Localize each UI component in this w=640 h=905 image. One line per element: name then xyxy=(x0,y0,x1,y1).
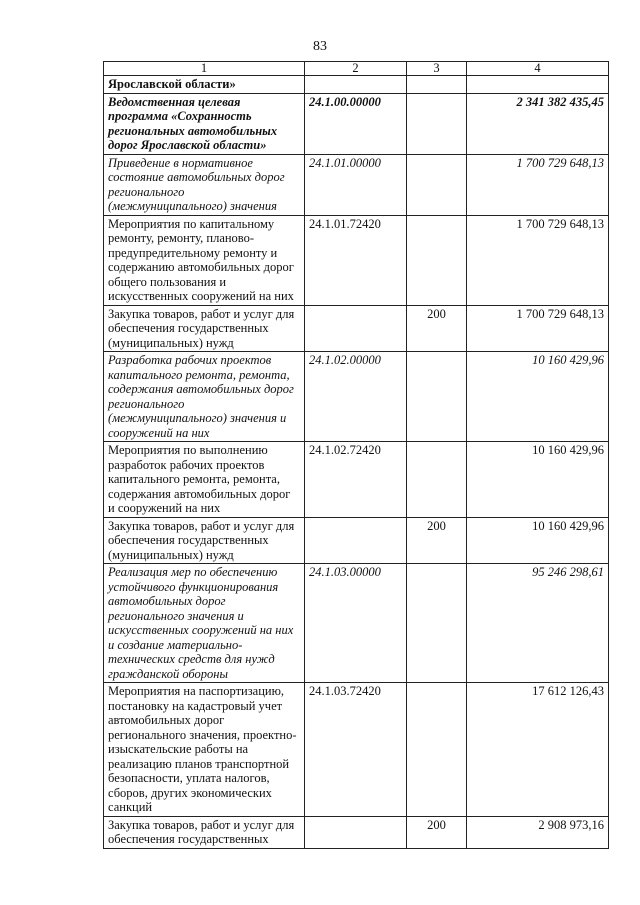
cell-expense-type xyxy=(407,442,467,518)
cell-amount: 10 160 429,96 xyxy=(467,352,609,442)
cell-amount: 10 160 429,96 xyxy=(467,442,609,518)
table-row xyxy=(104,352,609,442)
table-row xyxy=(104,683,609,817)
cell-code: 24.1.02.72420 xyxy=(305,442,407,518)
column-header-type: 3 xyxy=(407,62,467,76)
cell-expense-type: 200 xyxy=(407,305,467,352)
cell-expense-type xyxy=(407,352,467,442)
cell-name: Ведомственная целевая программа «Сохранность региональных автомобильных дорог Ярославской области» xyxy=(104,93,305,154)
cell-amount: 1 700 729 648,13 xyxy=(467,154,609,215)
cell-name: Мероприятия по выполнению разработок рабочих проектов капитального ремонта, ремонта, содержания автомобильных дорог и сооружений на них xyxy=(104,442,305,518)
cell-amount: 1 700 729 648,13 xyxy=(467,305,609,352)
column-header-code: 2 xyxy=(305,62,407,76)
table-body xyxy=(104,62,609,849)
cell-name: Закупка товаров, работ и услуг для обеспечения государственных xyxy=(104,816,305,848)
cell-amount: 2 341 382 435,45 xyxy=(467,93,609,154)
cell-name: Разработка рабочих проектов капитального ремонта, ремонта, содержания автомобильных дорог регионального (межмуниципального) значения и сооружений на них xyxy=(104,352,305,442)
cell-name: Закупка товаров, работ и услуг для обеспечения государственных (муниципальных) нужд xyxy=(104,517,305,564)
cell-name: Реализация мер по обеспечению устойчивого функционирования автомобильных дорог регионального значения и искусственных сооружений на них и создание материально-технических средств для нужд гражданской обороны xyxy=(104,564,305,683)
table-row xyxy=(104,517,609,564)
budget-table xyxy=(103,61,609,849)
cell-expense-type xyxy=(407,683,467,817)
page-number: 83 xyxy=(313,39,327,54)
cell-code: 24.1.01.72420 xyxy=(305,215,407,305)
table-row xyxy=(104,564,609,683)
table-row xyxy=(104,305,609,352)
cell-amount: 95 246 298,61 xyxy=(467,564,609,683)
cell-code: 24.1.01.00000 xyxy=(305,154,407,215)
cell-amount: 1 700 729 648,13 xyxy=(467,215,609,305)
cell-expense-type xyxy=(407,154,467,215)
table-row xyxy=(104,816,609,848)
table-row xyxy=(104,442,609,518)
cell-amount xyxy=(467,76,609,94)
cell-expense-type: 200 xyxy=(407,517,467,564)
cell-amount: 17 612 126,43 xyxy=(467,683,609,817)
cell-name: Мероприятия по капитальному ремонту, ремонту, планово-предупредительному ремонту и содержанию автомобильных дорог общего пользования и искусственных сооружений на них xyxy=(104,215,305,305)
cell-expense-type: 200 xyxy=(407,816,467,848)
cell-name: Закупка товаров, работ и услуг для обеспечения государственных (муниципальных) нужд xyxy=(104,305,305,352)
cell-code: 24.1.03.00000 xyxy=(305,564,407,683)
cell-amount: 10 160 429,96 xyxy=(467,517,609,564)
column-header-amount: 4 xyxy=(467,62,609,76)
cell-code xyxy=(305,517,407,564)
cell-code xyxy=(305,305,407,352)
cell-code: 24.1.00.00000 xyxy=(305,93,407,154)
cell-expense-type xyxy=(407,564,467,683)
cell-expense-type xyxy=(407,93,467,154)
cell-code xyxy=(305,76,407,94)
cell-code: 24.1.03.72420 xyxy=(305,683,407,817)
table-row xyxy=(104,76,609,94)
table-row xyxy=(104,154,609,215)
table-row xyxy=(104,215,609,305)
cell-code: 24.1.02.00000 xyxy=(305,352,407,442)
cell-expense-type xyxy=(407,76,467,94)
table-header-row xyxy=(104,62,609,76)
cell-amount: 2 908 973,16 xyxy=(467,816,609,848)
column-header-name: 1 xyxy=(104,62,305,76)
cell-name: Мероприятия на паспортизацию, постановку на кадастровый учет автомобильных дорог регионального значения, проектно-изыскательские работы на реализацию планов транспортной безопасности, уплата налогов, сборов, других экономических санкций xyxy=(104,683,305,817)
table-row xyxy=(104,93,609,154)
cell-expense-type xyxy=(407,215,467,305)
cell-name: Приведение в нормативное состояние автомобильных дорог регионального (межмуниципального) значения xyxy=(104,154,305,215)
cell-name: Ярославской области» xyxy=(104,76,305,94)
cell-code xyxy=(305,816,407,848)
